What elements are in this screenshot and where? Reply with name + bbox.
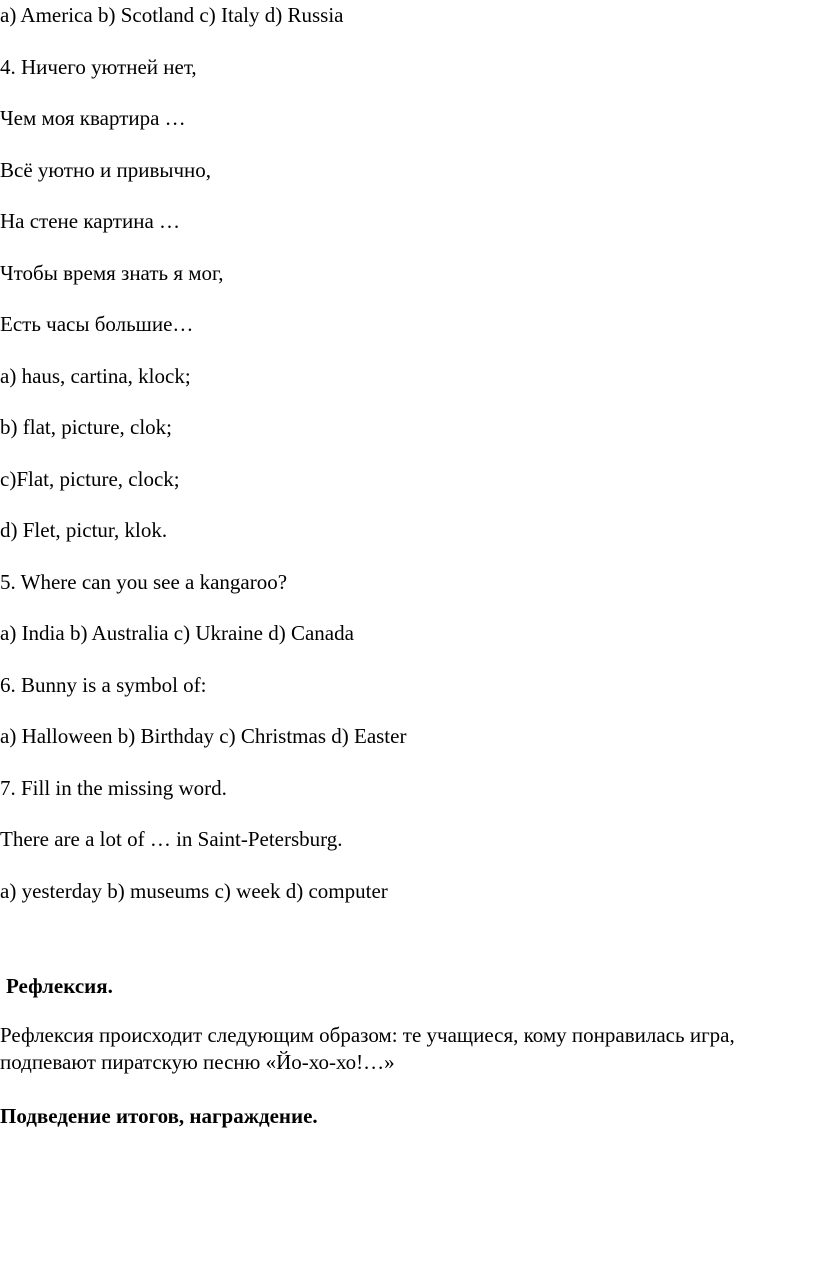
answer-option: b) flat, picture, clok; [0, 415, 173, 439]
answer-option: d) Flet, pictur, klok. [0, 518, 168, 542]
reflection-heading: Рефлексия. [6, 974, 113, 998]
answer-option: c)Flat, picture, clock; [0, 467, 180, 491]
answer-options-q6: a) Halloween b) Birthday c) Christmas d) Easter [0, 724, 407, 748]
poem-line: Всё уютно и привычно, [0, 158, 212, 182]
answer-options-q5: a) India b) Australia c) Ukraine d) Canada [0, 621, 354, 645]
answer-options-q7: a) yesterday b) museums c) week d) computer [0, 879, 388, 903]
question-7-sentence: There are a lot of … in Saint-Petersburg. [0, 827, 343, 851]
poem-line: Чем моя квартира … [0, 106, 186, 130]
poem-line: На стене картина … [0, 209, 181, 233]
question-6: 6. Bunny is a symbol of: [0, 673, 207, 697]
poem-line: Чтобы время знать я мог, [0, 261, 224, 285]
answer-options-q3: a) America b) Scotland c) Italy d) Russia [0, 3, 344, 27]
question-7: 7. Fill in the missing word. [0, 776, 227, 800]
poem-line: Есть часы большие… [0, 312, 194, 336]
answer-option: a) haus, cartina, klock; [0, 364, 191, 388]
summary-heading: Подведение итогов, награждение. [0, 1104, 318, 1128]
question-5: 5. Where can you see a kangaroo? [0, 570, 288, 594]
question-4: 4. Ничего уютней нет, [0, 55, 197, 79]
reflection-text: Рефлексия происходит следующим образом: те учащиеся, кому понравилась игра, подпевают пиратскую песню «Йо-хо-хо!…» [0, 1023, 735, 1074]
